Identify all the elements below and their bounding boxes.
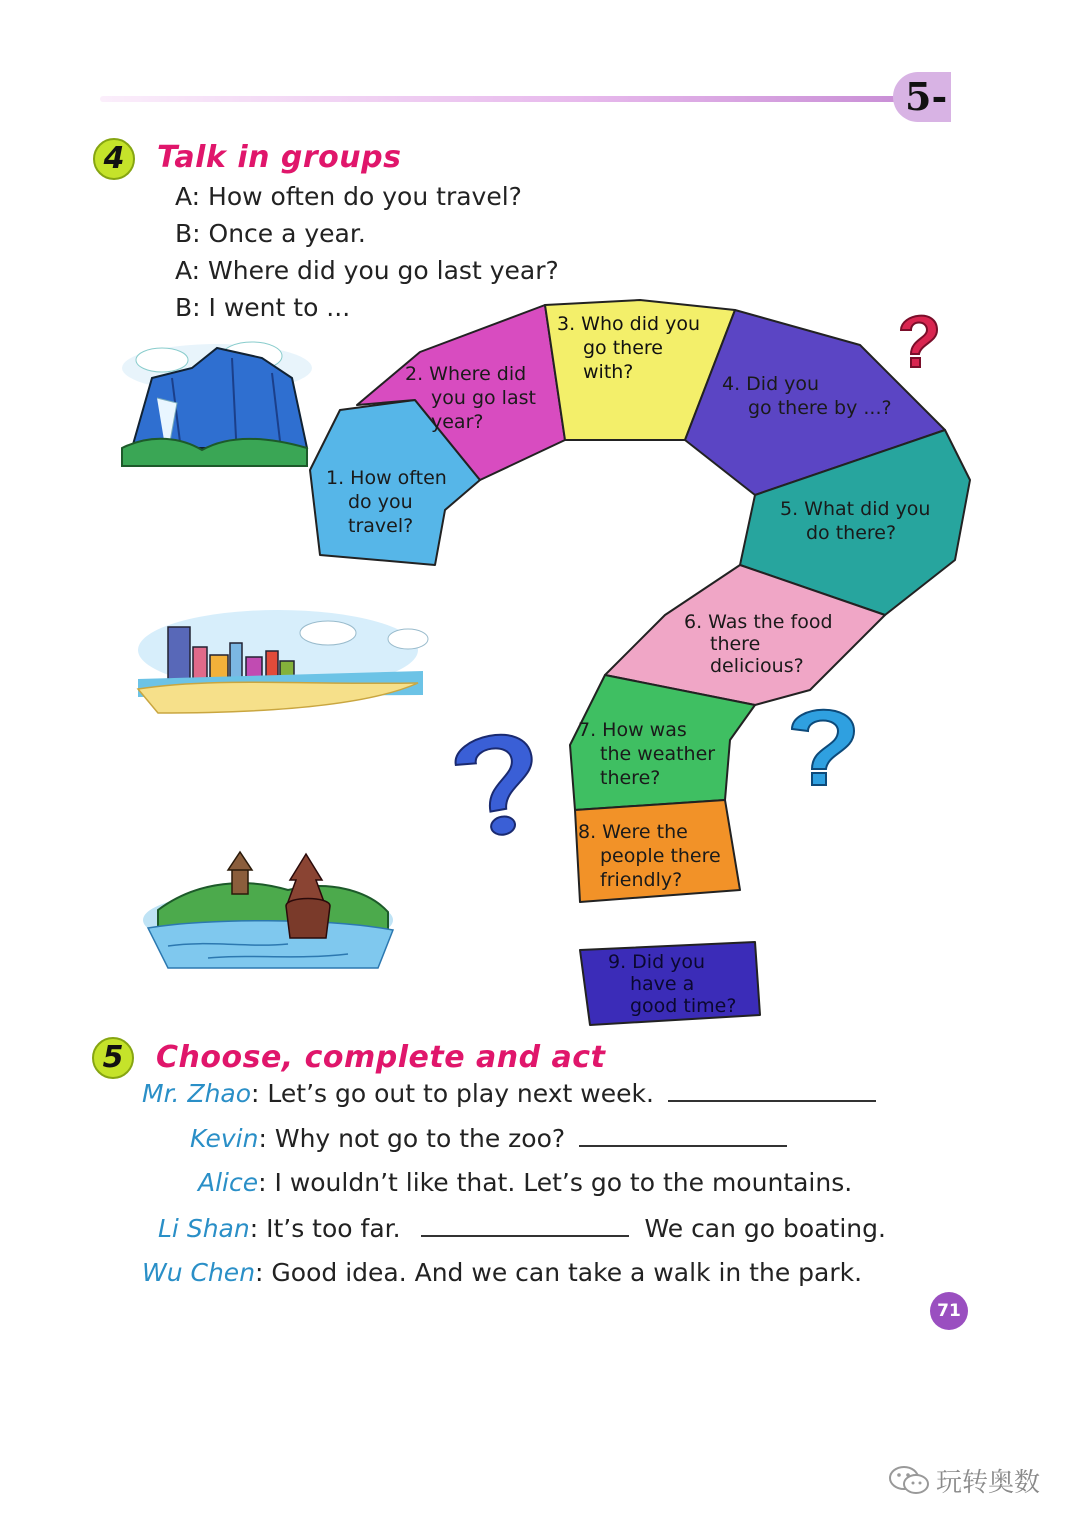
dialogue-line-1: A: How often do you travel? — [175, 182, 522, 211]
section-4-title: Talk in groups — [157, 140, 402, 175]
question-mark-icon-red — [901, 316, 937, 367]
question-mark-icon-blue-left — [452, 729, 544, 840]
dialogue-line-4: B: I went to ... — [175, 293, 351, 322]
conversation-line-1: Mr. Zhao: Let’s go out to play next week. — [142, 1078, 876, 1108]
section-5-title: Choose, complete and act — [156, 1040, 606, 1075]
segment-5-label: 5. What did you do there? — [780, 498, 931, 544]
page-number: 71 — [930, 1292, 968, 1330]
speaker-name: Alice — [198, 1168, 259, 1197]
speaker-name: Wu Chen — [142, 1258, 256, 1287]
city-beach-picture — [138, 610, 428, 713]
conversation-line-5: Wu Chen: Good idea. And we can take a walk in the park. — [142, 1258, 863, 1287]
conversation-line-3: Alice: I wouldn’t like that. Let’s go to the mountains. — [198, 1168, 853, 1197]
section-4-badge: 4 — [93, 138, 135, 180]
watermark-text: 玩转奥数 — [936, 1468, 1041, 1498]
answer-blank[interactable] — [421, 1213, 629, 1237]
segment-1-label: 1. How often do you travel? — [326, 467, 447, 537]
speaker-name: Mr. Zhao — [142, 1079, 252, 1108]
segment-2-label: 2. Where did you go last year? — [405, 363, 536, 433]
segment-9-label: 9. Did you have a good time? — [608, 951, 737, 1017]
question-mark-icon-blue-right — [792, 710, 854, 785]
answer-blank[interactable] — [668, 1078, 876, 1102]
waterfall-mountain-picture — [122, 342, 312, 466]
segment-6-label: 6. Was the food there delicious? — [684, 611, 833, 677]
lake-pagoda-picture — [143, 852, 393, 968]
dialogue-line-2: B: Once a year. — [175, 219, 366, 248]
dialogue-line-3: A: Where did you go last year? — [175, 256, 559, 285]
segment-8-label: 8. Were the people there friendly? — [578, 821, 721, 891]
segment-3-label: 3. Who did you go there with? — [557, 313, 701, 383]
segment-4-label: 4. Did you go there by ...? — [722, 373, 892, 419]
speaker-name: Kevin — [190, 1124, 259, 1153]
unit-badge: 5- — [893, 72, 951, 122]
wechat-icon — [888, 1464, 932, 1496]
conversation-line-4: Li Shan: It’s too far. We can go boating. — [158, 1214, 886, 1243]
section-5-badge: 5 — [92, 1037, 134, 1079]
segment-7-label: 7. How was the weather there? — [578, 719, 716, 789]
speaker-name: Li Shan — [158, 1214, 250, 1243]
answer-blank[interactable] — [579, 1123, 787, 1147]
conversation-line-2: Kevin: Why not go to the zoo? — [190, 1123, 787, 1153]
